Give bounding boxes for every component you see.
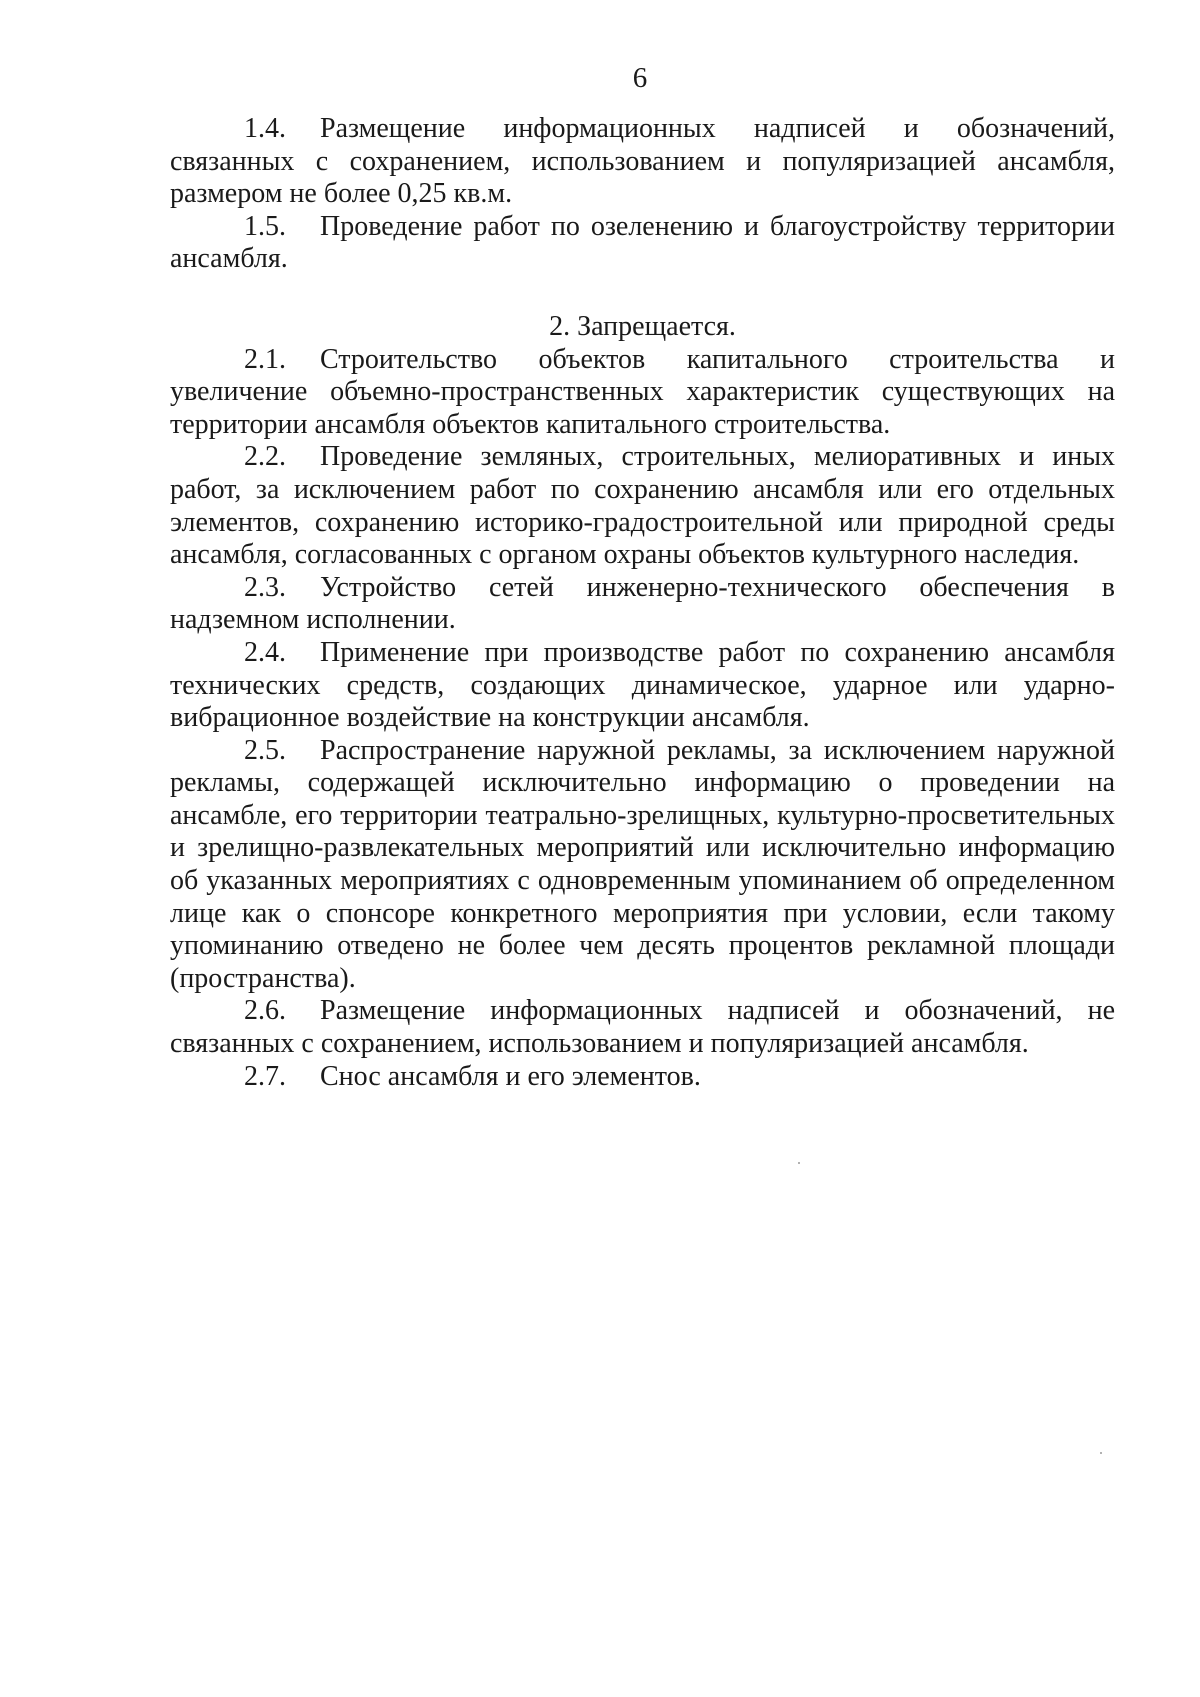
clause-text: Распространение наружной рекламы, за исключением наружной рекламы, содержащей исключительно информацию о проведении на ансамбле, его территории театрально-зрелищных, культурно-просветительных и зрелищно-развлекательных мероприятий или исключительно информацию об указанных мероприятиях с одновременным упоминанием об определенном лице как о спонсоре конкретного мероприятия при условии, если такому упоминанию отведено не более чем десять процентов рекламной площади (пространства).	[170, 734, 1115, 994]
scan-speck	[798, 1162, 800, 1164]
clause-1-4	[170, 113, 1115, 211]
clause-number: 2.7.	[244, 1060, 286, 1092]
section-heading-prohibited: 2. Запрещается.	[549, 310, 736, 342]
clause-2-1	[170, 344, 1115, 442]
clause-text: Проведение земляных, строительных, мелиоративных и иных работ, за исключением работ по сохранению ансамбля или его отдельных элементов, сохранению историко-градостроительной или природной среды ансамбля, согласованных с органом охраны объектов культурного наследия.	[170, 441, 1115, 571]
clause-number: 1.5.	[244, 210, 286, 242]
clause-number: 2.3.	[244, 571, 286, 603]
clause-number: 2.6.	[244, 995, 286, 1027]
clause-text: Строительство объектов капитального строительства и увеличение объемно-пространственных характеристик существующих на территории ансамбля объектов капитального строительства.	[170, 343, 1115, 440]
clause-text: Снос ансамбля и его элементов.	[320, 1060, 701, 1092]
clause-text: Проведение работ по озеленению и благоустройству территории ансамбля.	[170, 210, 1115, 275]
clause-2-6	[170, 995, 1115, 1060]
clause-2-5	[170, 735, 1115, 996]
clause-number: 2.1.	[244, 343, 286, 375]
clause-number: 1.4.	[244, 113, 286, 144]
clause-2-7	[170, 1061, 1115, 1094]
clause-text: Размещение информационных надписей и обозначений, связанных с сохранением, использованием и популяризацией ансамбля, размером не более 0,25 кв.м.	[170, 113, 1115, 210]
clause-number: 2.5.	[244, 734, 286, 766]
clause-2-4	[170, 637, 1115, 735]
clause-number: 2.2.	[244, 441, 286, 473]
clause-text: Устройство сетей инженерно-технического обеспечения в надземном исполнении.	[170, 571, 1115, 636]
clause-2-3	[170, 572, 1115, 637]
clause-1-5	[170, 211, 1115, 276]
clause-number: 2.4.	[244, 636, 286, 668]
document-body	[170, 113, 1115, 1093]
page-number: 6	[632, 62, 648, 94]
clause-text: Размещение информационных надписей и обозначений, не связанных с сохранением, использованием и популяризацией ансамбля.	[170, 995, 1115, 1060]
clause-text: Применение при производстве работ по сохранению ансамбля технических средств, создающих динамическое, ударное или ударно-вибрационное воздействие на конструкции ансамбля.	[170, 636, 1115, 734]
scan-speck	[1100, 1452, 1102, 1454]
clause-2-2	[170, 441, 1115, 571]
